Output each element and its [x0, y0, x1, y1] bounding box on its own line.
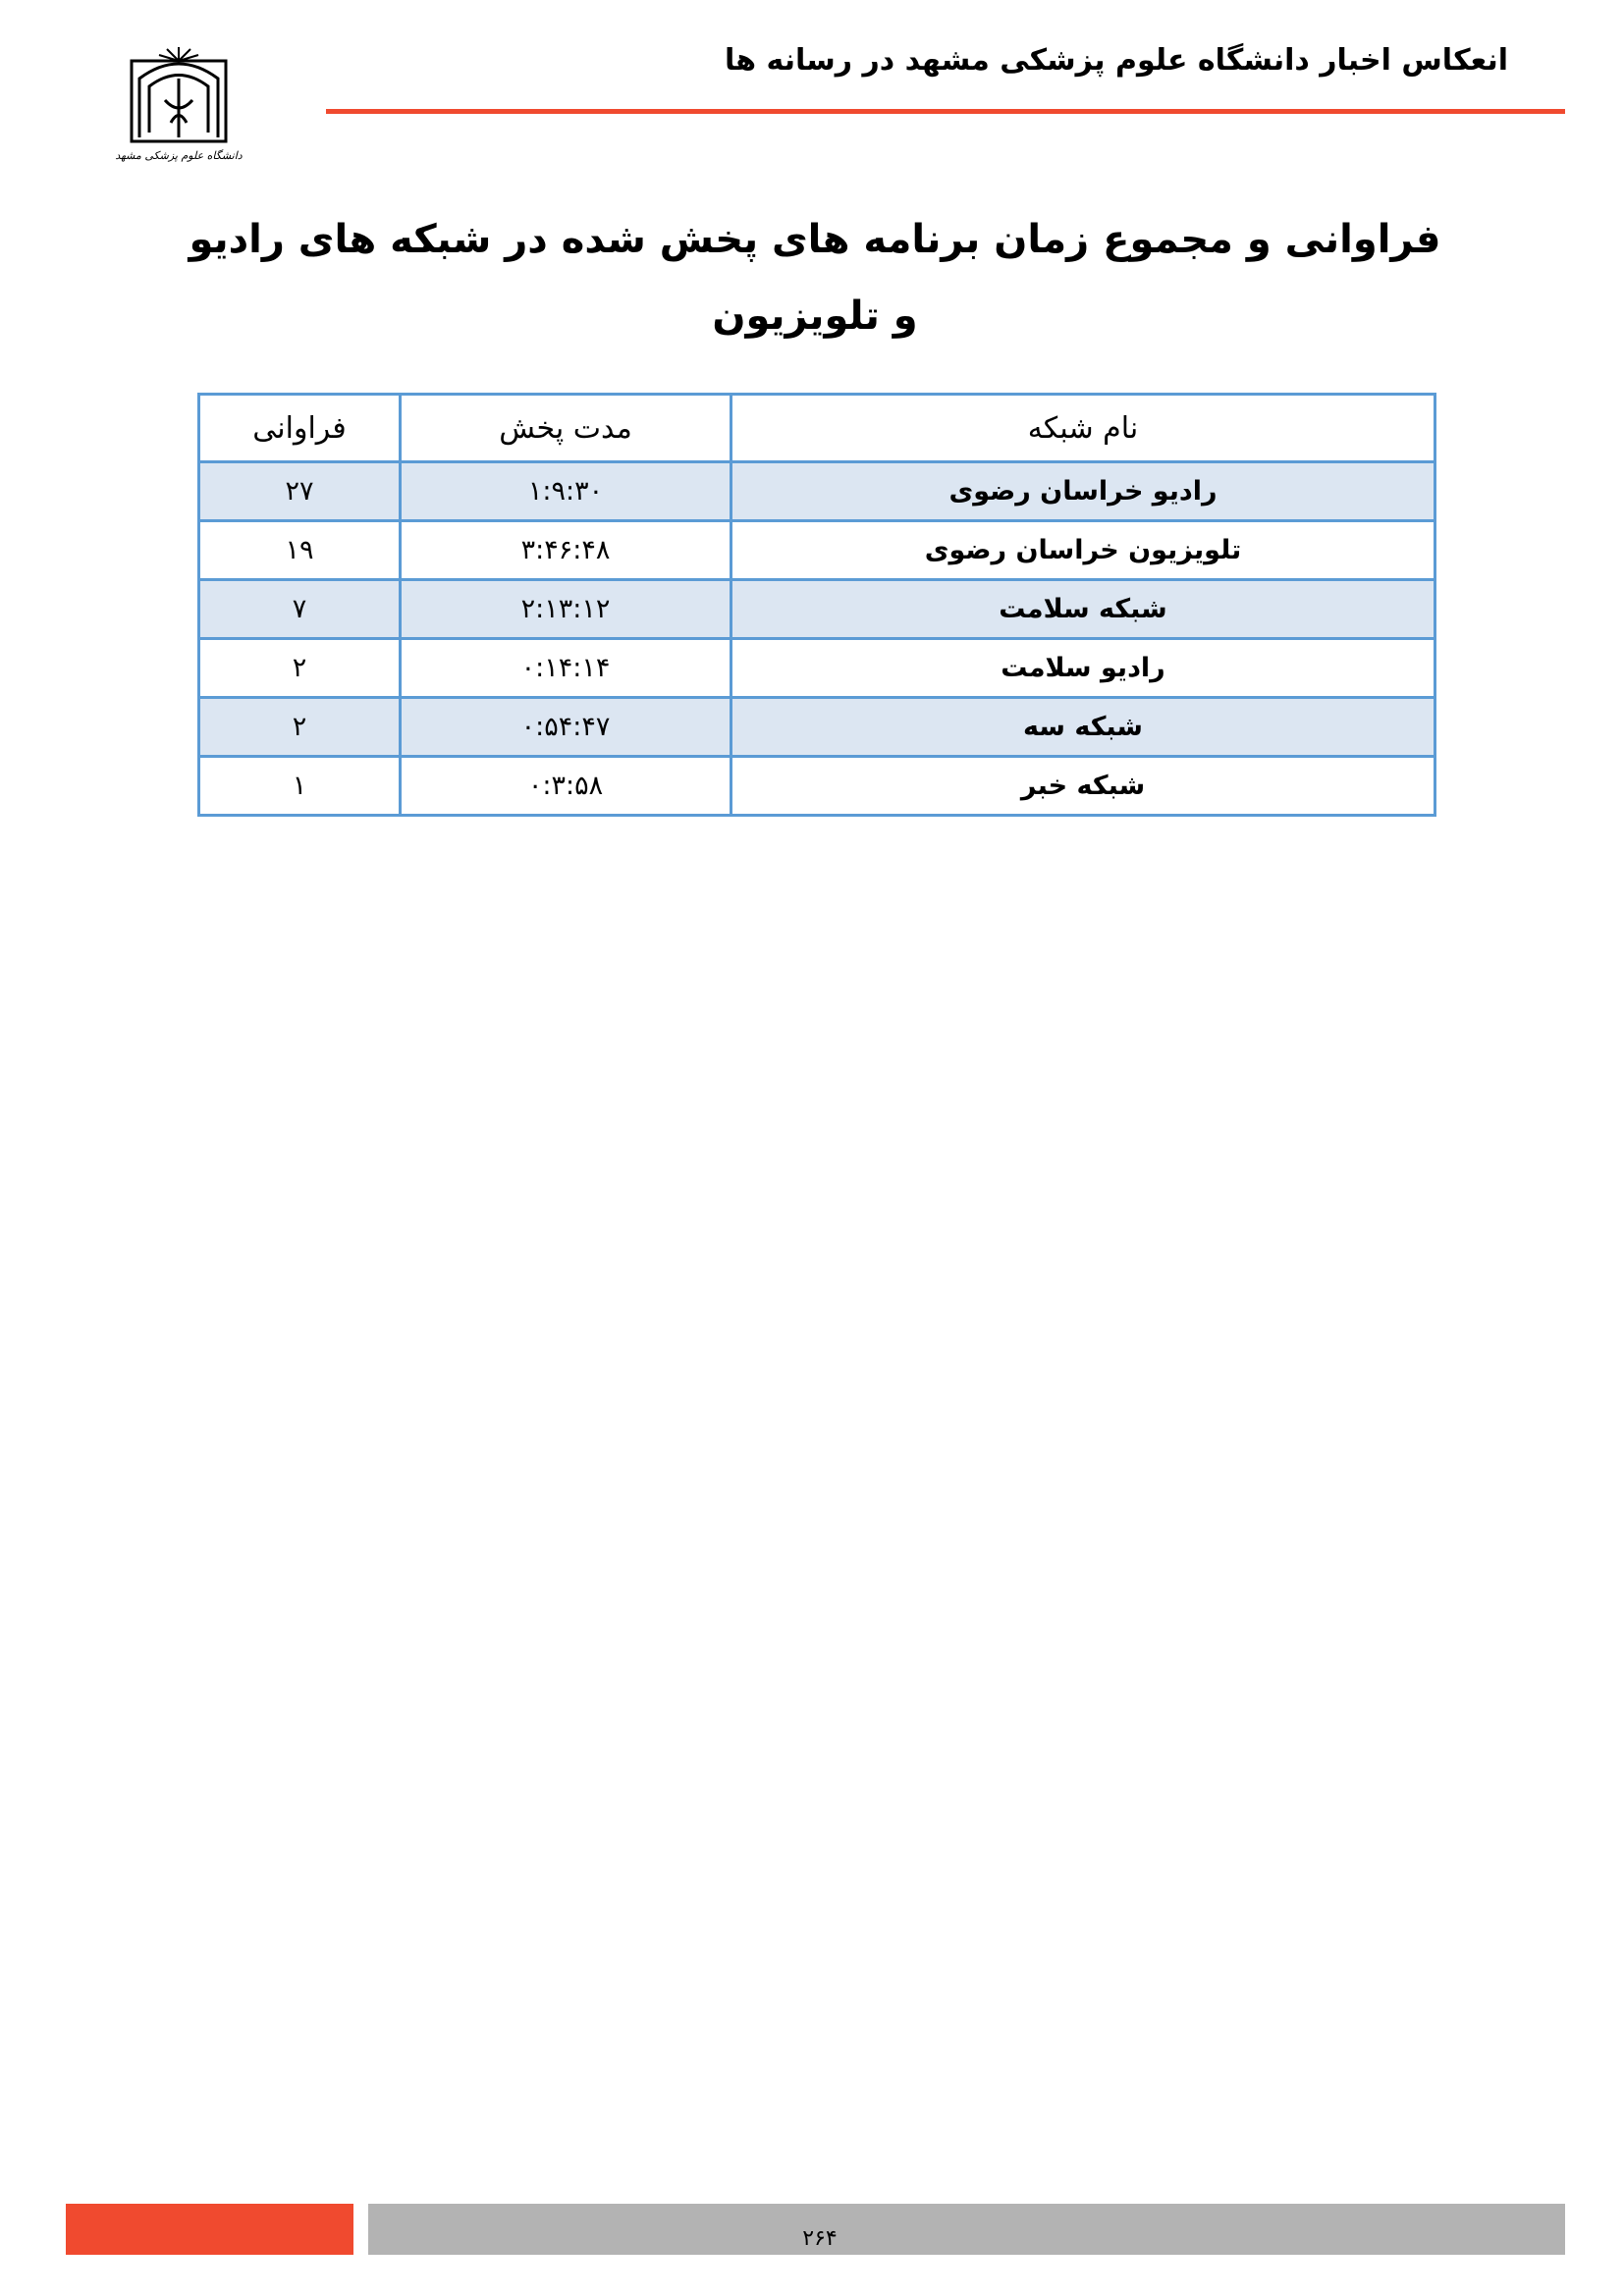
cell-frequency: ۱ [199, 757, 401, 816]
cell-duration: ۲:۱۳:۱۲ [401, 580, 731, 639]
university-logo-icon [110, 39, 247, 167]
cell-frequency: ۱۹ [199, 521, 401, 580]
header-rule [326, 109, 1565, 114]
broadcast-table [197, 393, 1436, 817]
cell-network: شبکه خبر [731, 757, 1435, 816]
cell-duration: ۰:۳:۵۸ [401, 757, 731, 816]
cell-network: شبکه سه [731, 698, 1435, 757]
cell-network: رادیو سلامت [731, 639, 1435, 698]
cell-frequency: ۲ [199, 698, 401, 757]
header-network: نام شبکه [731, 395, 1435, 462]
table-row [199, 521, 1435, 580]
page-number: ۲۶۴ [802, 2226, 838, 2251]
header-duration: مدت پخش [401, 395, 731, 462]
cell-duration: ۰:۱۴:۱۴ [401, 639, 731, 698]
page-title: فراوانی و مجموع زمان برنامه های پخش شده در شبکه های رادیو و تلویزیون [189, 217, 1441, 339]
cell-duration: ۱:۹:۳۰ [401, 462, 731, 521]
cell-frequency: ۷ [199, 580, 401, 639]
footer-red-bar [66, 2204, 353, 2255]
cell-network: شبکه سلامت [731, 580, 1435, 639]
header-frequency: فراوانی [199, 395, 401, 462]
footer-gray-bar [368, 2204, 1565, 2255]
table-row [199, 698, 1435, 757]
cell-frequency: ۲۷ [199, 462, 401, 521]
header-title: انعکاس اخبار دانشگاه علوم پزشکی مشهد در رسانه ها [725, 43, 1508, 78]
cell-network: رادیو خراسان رضوی [731, 462, 1435, 521]
cell-duration: ۰:۵۴:۴۷ [401, 698, 731, 757]
logo-caption: دانشگاه علوم پزشکی مشهد [115, 149, 243, 162]
table-row [199, 580, 1435, 639]
table-row [199, 462, 1435, 521]
table-row [199, 757, 1435, 816]
table-header-row [199, 395, 1435, 462]
university-logo [110, 39, 247, 167]
cell-duration: ۳:۴۶:۴۸ [401, 521, 731, 580]
cell-network: تلویزیون خراسان رضوی [731, 521, 1435, 580]
cell-frequency: ۲ [199, 639, 401, 698]
table-row [199, 639, 1435, 698]
